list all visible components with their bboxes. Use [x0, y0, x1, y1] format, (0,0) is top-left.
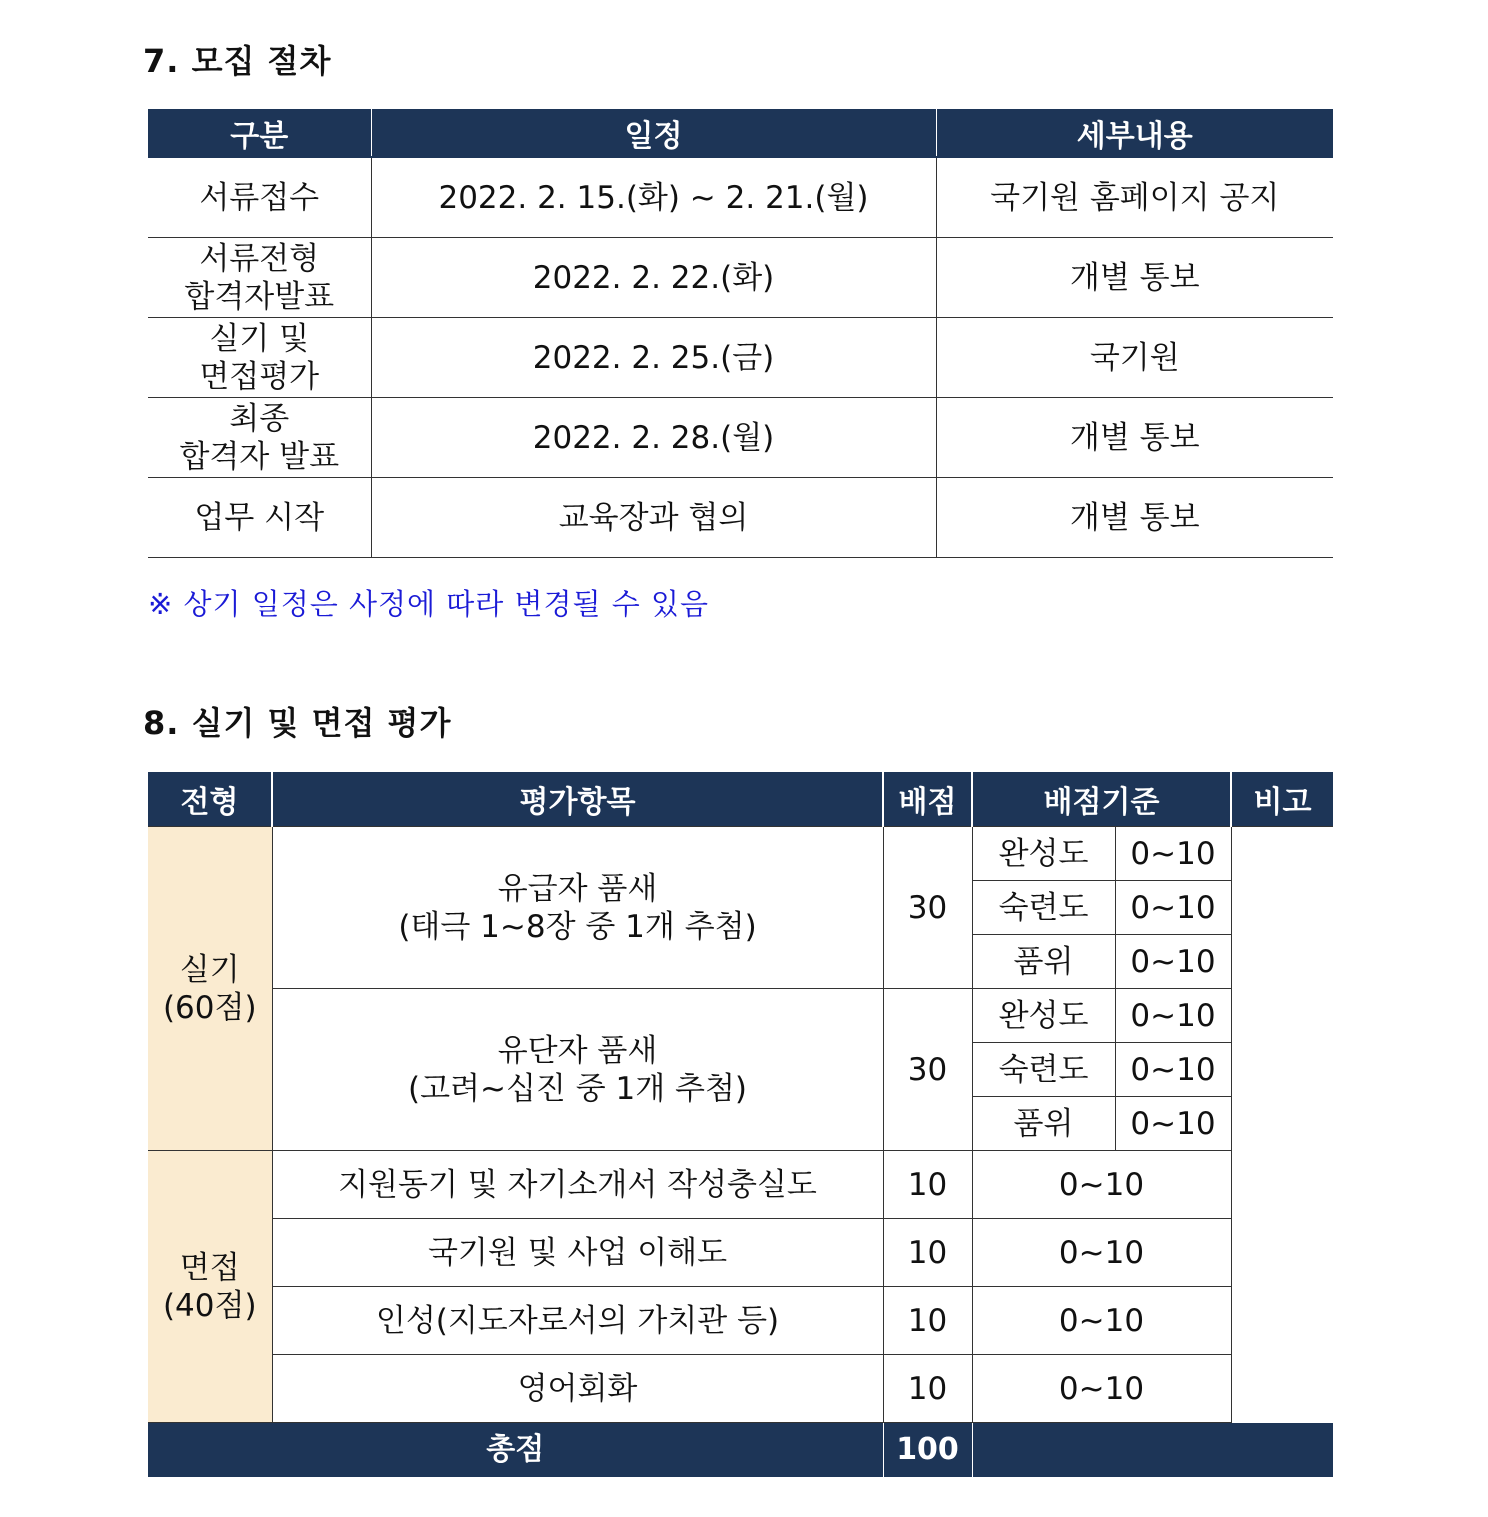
section-7-title: 7. 모집 절차: [143, 42, 332, 80]
stage-label: 서류접수: [199, 179, 320, 216]
item-name-line-2: (고려~십진 중 1개 추첨): [407, 1070, 747, 1107]
evaluation-table: [148, 772, 1333, 1477]
total-empty-cell: [972, 1423, 1333, 1478]
item-name-line-1: 유급자 품새: [497, 870, 658, 907]
item-score: 10: [883, 1355, 972, 1423]
stage-interview-points: (40점): [162, 1287, 257, 1324]
criterion-range: 0~10: [972, 1287, 1231, 1355]
item-name-cell: [272, 827, 883, 989]
date-cell: 2022. 2. 22.(화): [371, 238, 936, 318]
stage-interview: [148, 1151, 272, 1423]
criterion-range: 0~10: [972, 1151, 1231, 1219]
stage-label-line-1: 실기 및: [209, 320, 310, 357]
header-remarks: 비고: [1231, 772, 1333, 827]
header-scoring-criteria: 배점기준: [972, 772, 1231, 827]
criterion-range: 0~10: [1115, 1043, 1231, 1097]
criterion-range: 0~10: [1115, 1097, 1231, 1151]
detail-cell: 개별 통보: [936, 398, 1333, 478]
item-name: 국기원 및 사업 이해도: [272, 1219, 883, 1287]
detail-cell: 국기원: [936, 318, 1333, 398]
item-score: 30: [883, 989, 972, 1151]
header-details: 세부내용: [936, 109, 1333, 157]
stage-practical-label: 실기: [179, 951, 240, 988]
date-cell: 교육장과 협의: [371, 478, 936, 558]
total-score: 100: [883, 1423, 972, 1478]
item-score: 10: [883, 1219, 972, 1287]
stage-label-line-2: 합격자 발표: [179, 438, 340, 475]
table-header-row: [148, 109, 1333, 157]
item-name-cell: [272, 989, 883, 1151]
stage-cell: [148, 318, 371, 398]
stage-practical-points: (60점): [162, 989, 257, 1026]
criterion-name: 품위: [972, 1097, 1115, 1151]
table-row: [148, 827, 1333, 881]
criterion-name: 숙련도: [972, 881, 1115, 935]
date-cell: 2022. 2. 15.(화) ~ 2. 21.(월): [371, 157, 936, 238]
stage-cell: [148, 478, 371, 558]
item-name: 인성(지도자로서의 가치관 등): [272, 1287, 883, 1355]
criterion-name: 품위: [972, 935, 1115, 989]
criterion-range: 0~10: [972, 1355, 1231, 1423]
table-row: [148, 398, 1333, 478]
header-category: 구분: [148, 109, 371, 157]
item-name-line-1: 유단자 품새: [497, 1032, 658, 1069]
date-cell: 2022. 2. 25.(금): [371, 318, 936, 398]
table-row: [148, 238, 1333, 318]
section-8-title: 8. 실기 및 면접 평가: [143, 704, 452, 742]
remarks-cell: [1231, 827, 1333, 1423]
item-score: 10: [883, 1287, 972, 1355]
table-header-row: [148, 772, 1333, 827]
stage-label-line-1: 최종: [229, 400, 290, 437]
stage-cell: [148, 398, 371, 478]
stage-label-line-2: 합격자발표: [184, 278, 335, 315]
stage-cell: [148, 157, 371, 238]
table-row: [148, 157, 1333, 238]
table-row: [148, 1151, 1333, 1219]
item-name: 영어회화: [272, 1355, 883, 1423]
detail-cell: 국기원 홈페이지 공지: [936, 157, 1333, 238]
stage-label: 업무 시작: [194, 499, 325, 536]
table-row: [148, 1355, 1333, 1423]
item-score: 10: [883, 1151, 972, 1219]
criterion-range: 0~10: [972, 1219, 1231, 1287]
table-row: [148, 478, 1333, 558]
criterion-range: 0~10: [1115, 881, 1231, 935]
table-row: [148, 1219, 1333, 1287]
total-label: 총점: [148, 1423, 883, 1478]
header-stage: 전형: [148, 772, 272, 827]
item-name-line-2: (태극 1~8장 중 1개 추첨): [398, 908, 757, 945]
table-row: [148, 318, 1333, 398]
detail-cell: 개별 통보: [936, 238, 1333, 318]
total-row: [148, 1423, 1333, 1478]
stage-cell: [148, 238, 371, 318]
criterion-range: 0~10: [1115, 827, 1231, 881]
stage-practical: [148, 827, 272, 1151]
item-name: 지원동기 및 자기소개서 작성충실도: [272, 1151, 883, 1219]
item-score: 30: [883, 827, 972, 989]
criterion-range: 0~10: [1115, 935, 1231, 989]
header-schedule: 일정: [371, 109, 936, 157]
table-row: [148, 1287, 1333, 1355]
stage-interview-label: 면접: [179, 1249, 240, 1286]
recruitment-schedule-table: [148, 109, 1333, 558]
criterion-name: 완성도: [972, 827, 1115, 881]
table-row: [148, 989, 1333, 1043]
schedule-change-note: ※ 상기 일정은 사정에 따라 변경될 수 있음: [148, 587, 710, 621]
criterion-range: 0~10: [1115, 989, 1231, 1043]
date-cell: 2022. 2. 28.(월): [371, 398, 936, 478]
criterion-name: 숙련도: [972, 1043, 1115, 1097]
stage-label-line-1: 서류전형: [199, 240, 320, 277]
header-evaluation-item: 평가항목: [272, 772, 883, 827]
header-score: 배점: [883, 772, 972, 827]
criterion-name: 완성도: [972, 989, 1115, 1043]
detail-cell: 개별 통보: [936, 478, 1333, 558]
stage-label-line-2: 면접평가: [199, 358, 320, 395]
